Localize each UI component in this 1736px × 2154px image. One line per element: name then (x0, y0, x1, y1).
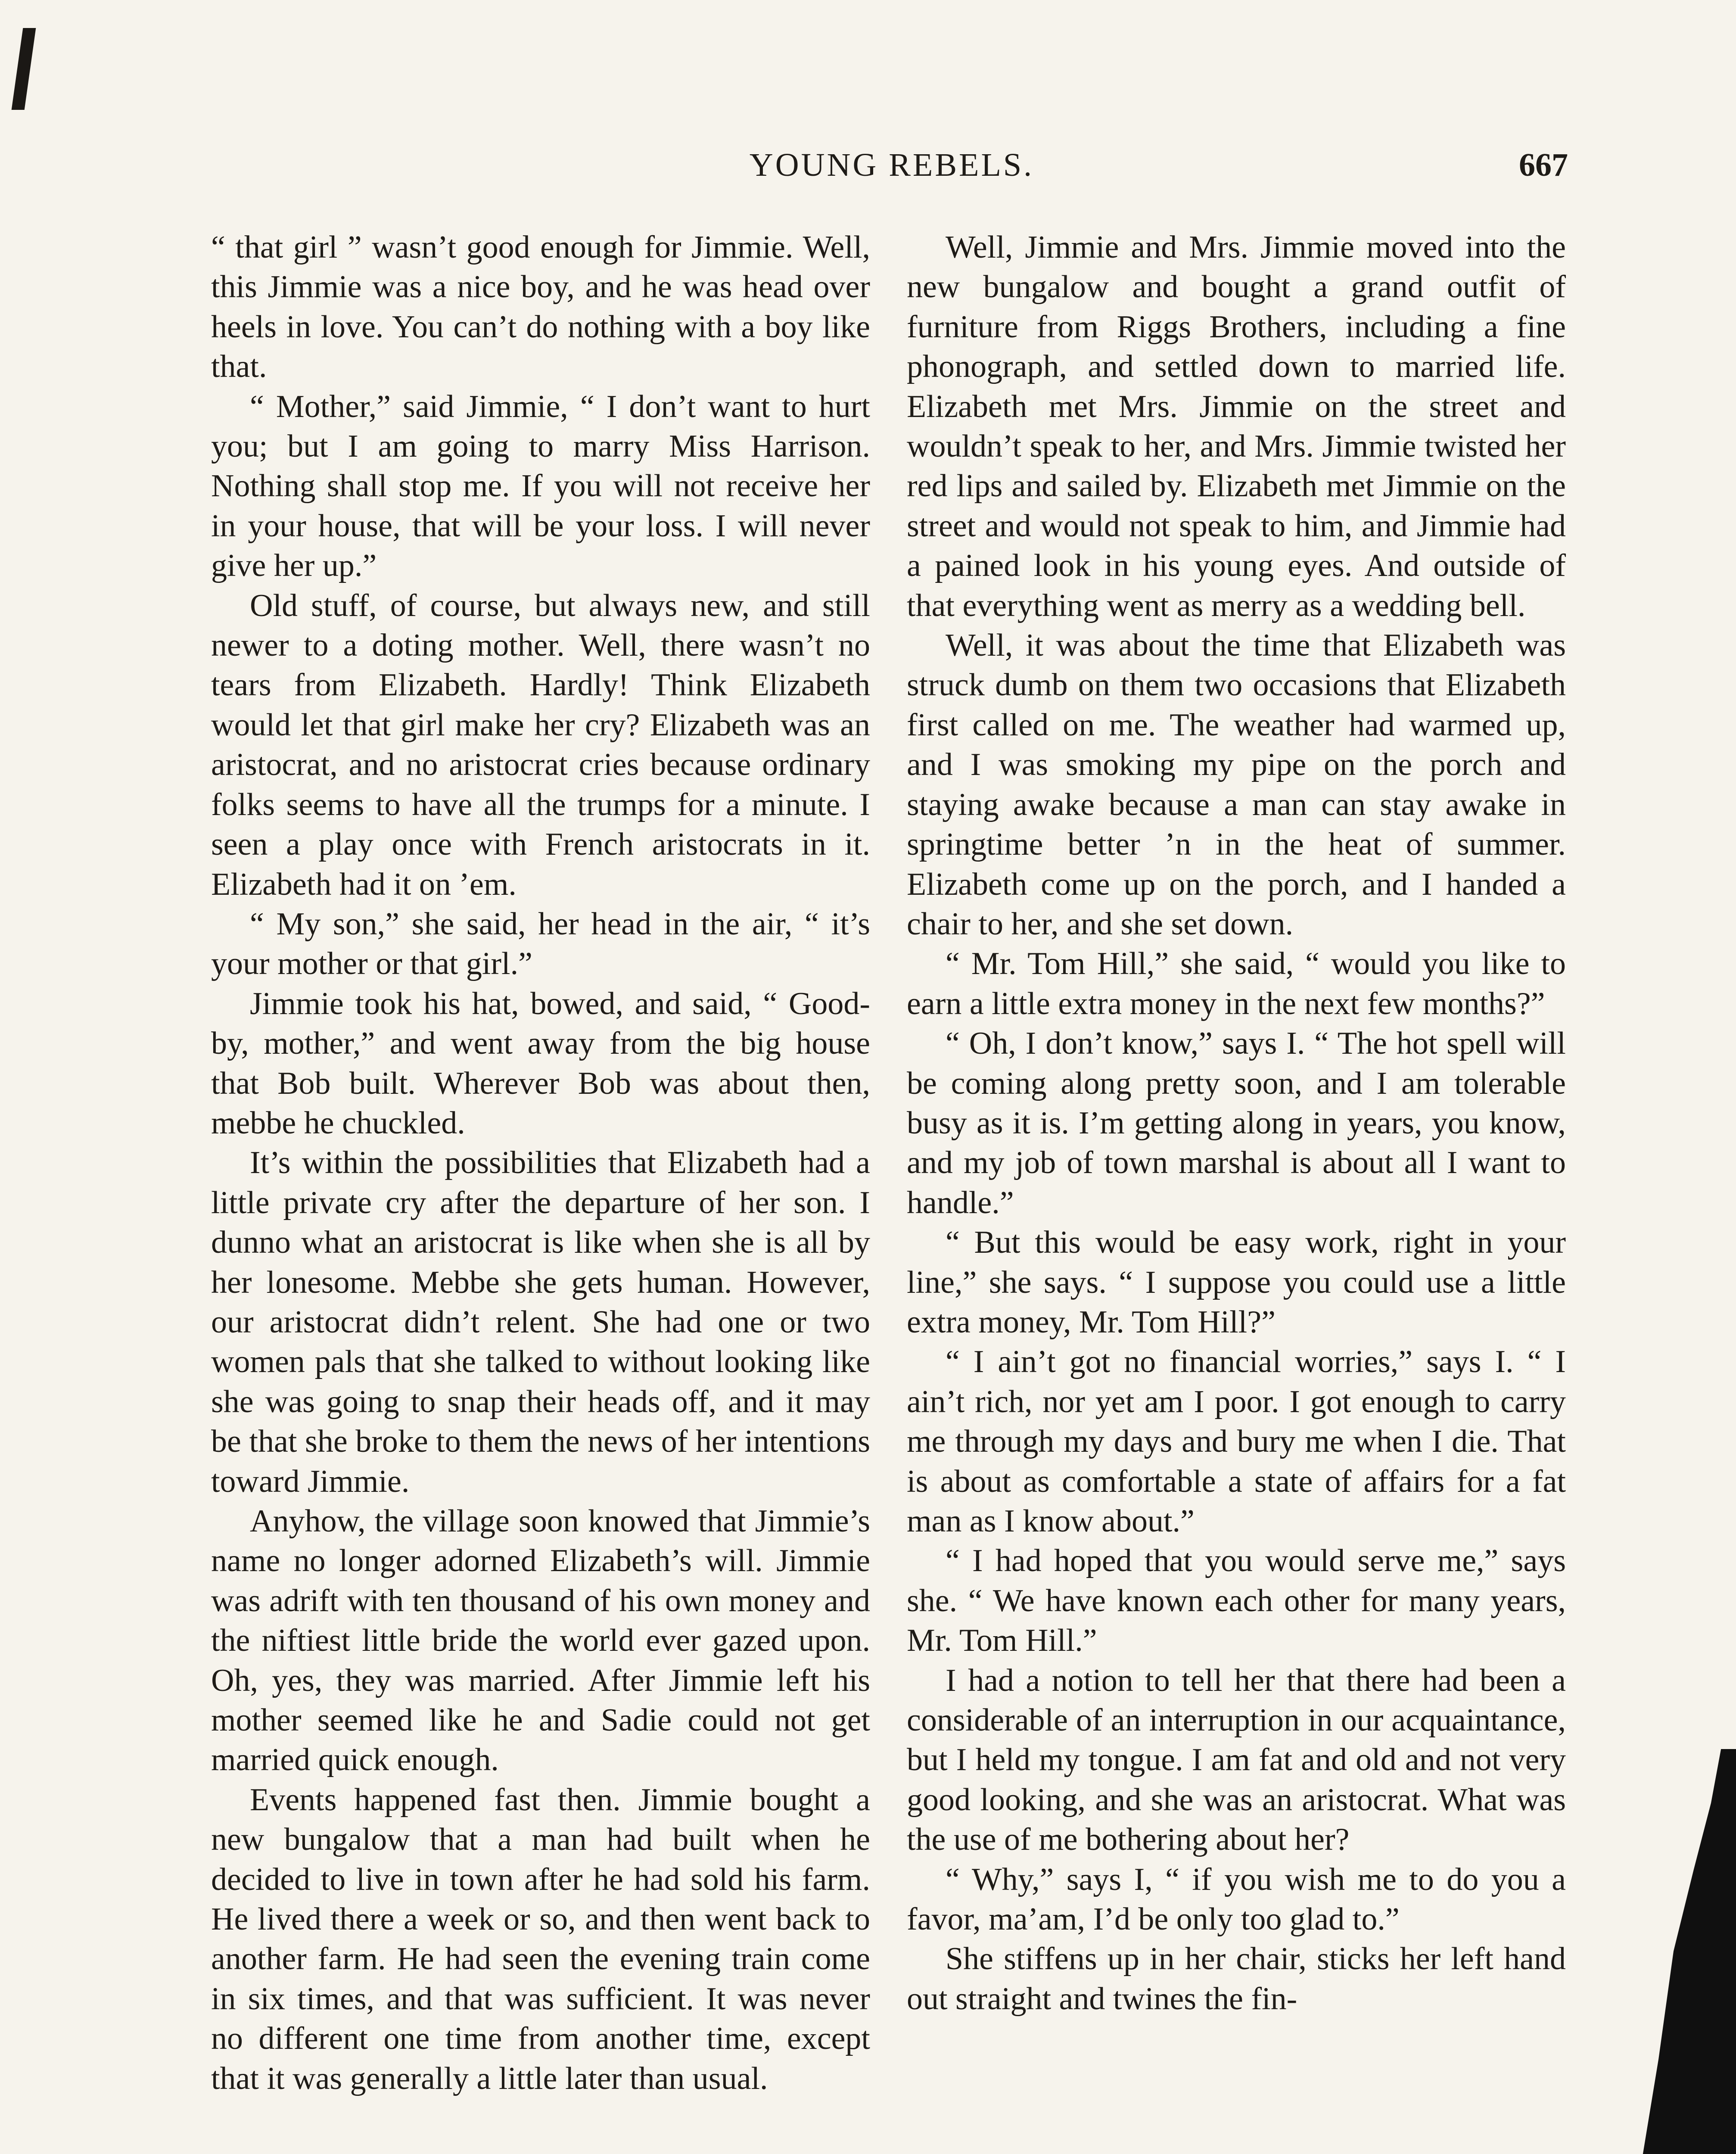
paragraph: “ I ain’t got no financial worries,” says I. “ I ain’t rich, nor yet am I poor. I got enough to carry me through my days and bury me when I die. That is about as comfortable a state of affairs for a fat man as I know about.” (907, 1344, 1566, 1539)
paragraph: Well, Jimmie and Mrs. Jimmie moved into the new bungalow and bought a grand outfit of furniture from Riggs Brothers, including a fine phonograph, and settled down to married life. Elizabeth met Mrs. Jimmie on the street and wouldn’t speak to her, and Mrs. Jimmie twisted her red lips and sailed by. Elizabeth met Jimmie on the street and would not speak to him, and Jimmie had a pained look in his young eyes. And outside of that everything went as merry as a wedding bell. (907, 230, 1566, 623)
paragraph: Anyhow, the village soon knowed that Jimmie’s name no longer adorned Elizabeth’s will. Jimmie was adrift with ten thousand of his own money and the niftiest little bride the world ever gazed upon. Oh, yes, they was married. After Jimmie left his mother seemed like he and Sadie could not get married quick enough. (211, 1503, 870, 1778)
page-number: 667 (1519, 147, 1568, 183)
paragraph: “ that girl ” wasn’t good enough for Jimmie. Well, this Jimmie was a nice boy, and he was head over heels in love. You can’t do nothing with a boy like that. (211, 230, 870, 385)
text-column-left (211, 227, 870, 2098)
paragraph: Well, it was about the time that Elizabeth was struck dumb on them two occasions that Elizabeth first called on me. The weather had warmed up, and I was smoking my pipe on the porch and staying awake because a man can stay awake in springtime better ’n in the heat of summer. Elizabeth come up on the porch, and I handed a chair to her, and she set down. (907, 628, 1566, 942)
page-header (215, 146, 1568, 202)
torn-page-edge (1611, 1749, 1736, 2154)
paragraph: “ I had hoped that you would serve me,” says she. “ We have known each other for many years, Mr. Tom Hill.” (907, 1543, 1566, 1659)
paragraph: “ My son,” she said, her head in the air, “ it’s your mother or that girl.” (211, 906, 870, 982)
text-column-right (907, 227, 1566, 2019)
running-head: YOUNG REBELS. (749, 147, 1034, 183)
paragraph: Old stuff, of course, but always new, and still newer to a doting mother. Well, there wasn’t no tears from Elizabeth. Hardly! Think Elizabeth would let that girl make her cry? Elizabeth was an aristocrat, and no aristocrat cries because ordinary folks seems to have all the trumps for a minute. I seen a play once with French aristocrats in it. Elizabeth had it on ’em. (211, 588, 870, 902)
paragraph: She stiffens up in her chair, sticks her left hand out straight and twines the fin- (907, 1941, 1566, 2017)
paragraph: “ Oh, I don’t know,” says I. “ The hot spell will be coming along pretty soon, and I am tolerable busy as it is. I’m getting along in years, you know, and my job of town marshal is about all I want to handle.” (907, 1026, 1566, 1220)
corner-ink-mark (12, 28, 36, 110)
paragraph: “ Why,” says I, “ if you wish me to do you a favor, ma’am, I’d be only too glad to.” (907, 1861, 1566, 1937)
paragraph: It’s within the possibilities that Elizabeth had a little private cry after the departure of her son. I dunno what an aristocrat is like when she is all by her lonesome. Mebbe she gets human. However, our aristocrat didn’t relent. She had one or two women pals that she talked to without looking like she was going to snap their heads off, and it may be that she broke to them the news of her intentions toward Jimmie. (211, 1145, 870, 1499)
paragraph: Events happened fast then. Jimmie bought a new bungalow that a man had built when he decided to live in town after he had sold his farm. He lived there a week or so, and then went back to another farm. He had seen the evening train come in six times, and that was sufficient. It was never no different one time from another time, except that it was generally a little later than usual. (211, 1782, 870, 2096)
paragraph: I had a notion to tell her that there had been a considerable of an interruption in our acquaintance, but I held my tongue. I am fat and old and not very good looking, and she was an aristocrat. What was the use of me bothering about her? (907, 1662, 1566, 1858)
paragraph: Jimmie took his hat, bowed, and said, “ Good-by, mother,” and went away from the big house that Bob built. Wherever Bob was about then, mebbe he chuckled. (211, 986, 870, 1141)
paragraph: “ Mr. Tom Hill,” she said, “ would you like to earn a little extra money in the next few months?” (907, 946, 1566, 1021)
paragraph: “ But this would be easy work, right in your line,” she says. “ I suppose you could use a little extra money, Mr. Tom Hill?” (907, 1225, 1566, 1340)
paragraph: “ Mother,” said Jimmie, “ I don’t want to hurt you; but I am going to marry Miss Harrison. Nothing shall stop me. If you will not receive her in your house, that will be your loss. I will never give her up.” (211, 389, 870, 584)
